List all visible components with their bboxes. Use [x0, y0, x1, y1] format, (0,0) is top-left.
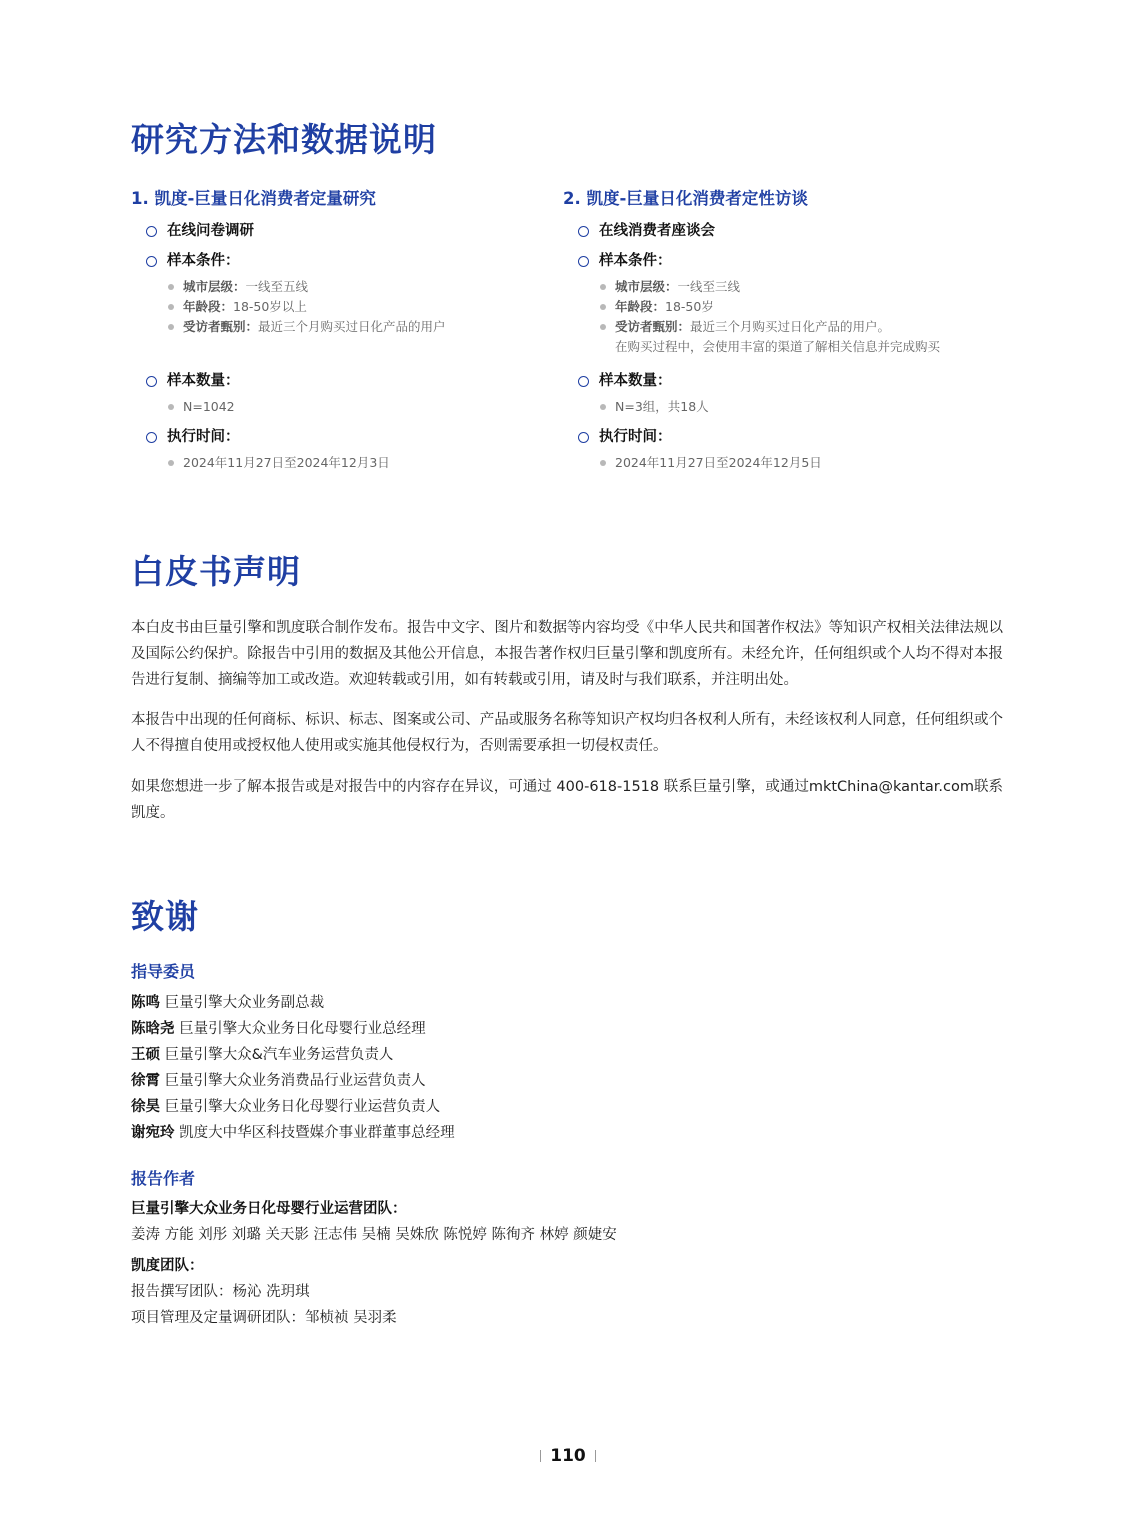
dot-bullet-icon: [168, 404, 174, 410]
condition-item: 年龄段：18-50岁以上: [131, 297, 581, 317]
execution-time-value: 2024年11月27日至2024年12月3日: [131, 453, 581, 473]
method-item: 在线问卷调研: [131, 220, 581, 242]
committee-heading: 指导委员: [131, 962, 196, 981]
team1-label: 巨量引擎大众业务日化母婴行业运营团队：: [131, 1201, 407, 1217]
circle-bullet-icon: [578, 432, 589, 443]
condition-item: 城市层级：一线至三线: [563, 277, 1013, 297]
execution-time-label: 执行时间：: [131, 426, 581, 448]
divider: [595, 1450, 596, 1462]
dot-bullet-icon: [168, 324, 174, 330]
thanks-title: 致谢: [131, 897, 199, 936]
statement-paragraph: 如果您想进一步了解本报告或是对报告中的内容存在异议，可通过 400-618-1518 联系巨量引擎，或通过mktChina@kantar.com联系凯度。: [131, 779, 1003, 821]
team2-line: 项目管理及定量调研团队：邹桢祯 吴羽柔: [131, 1310, 397, 1326]
statement-paragraph: 本报告中出现的任何商标、标识、标志、图案或公司、产品或服务名称等知识产权均归各权利人所有，未经该权利人同意，任何组织或个人不得擅自使用或授权他人使用或实施其他侵权行为，否则需要承担一切侵权责任。: [131, 712, 1003, 754]
team2-line: 报告撰写团队：杨沁 冼玥琪: [131, 1284, 310, 1300]
dot-bullet-icon: [168, 304, 174, 310]
quant-study-column: [131, 186, 581, 473]
sample-size-value: N=3组，共18人: [563, 397, 1013, 417]
committee-member: 徐昊 巨量引擎大众业务日化母婴行业运营负责人: [131, 1099, 441, 1115]
circle-bullet-icon: [146, 256, 157, 267]
circle-bullet-icon: [146, 376, 157, 387]
circle-bullet-icon: [578, 226, 589, 237]
quant-study-heading: 1. 凯度-巨量日化消费者定量研究: [131, 189, 376, 208]
committee-member: 徐霄 巨量引擎大众业务消费品行业运营负责人: [131, 1073, 426, 1089]
condition-item: 受访者甄别：最近三个月购买过日化产品的用户。: [563, 317, 1013, 337]
dot-bullet-icon: [600, 284, 606, 290]
dot-bullet-icon: [600, 404, 606, 410]
committee-member: 王硕 巨量引擎大众&汽车业务运营负责人: [131, 1047, 394, 1063]
statement-title: 白皮书声明: [131, 552, 301, 591]
dot-bullet-icon: [600, 460, 606, 466]
dot-bullet-icon: [600, 324, 606, 330]
dot-bullet-icon: [168, 284, 174, 290]
circle-bullet-icon: [146, 226, 157, 237]
divider: [540, 1450, 541, 1462]
condition-item: 城市层级：一线至五线: [131, 277, 581, 297]
sample-size-label: 样本数量：: [131, 370, 581, 392]
authors-heading: 报告作者: [131, 1169, 196, 1188]
circle-bullet-icon: [578, 256, 589, 267]
execution-time-label: 执行时间：: [563, 426, 1013, 448]
qual-study-column: [563, 186, 1013, 473]
condition-item: 年龄段：18-50岁: [563, 297, 1013, 317]
team2-label: 凯度团队：: [131, 1258, 204, 1274]
execution-time-value: 2024年11月27日至2024年12月5日: [563, 453, 1013, 473]
method-item: 在线消费者座谈会: [563, 220, 1013, 242]
committee-member: 陈晗尧 巨量引擎大众业务日化母婴行业总经理: [131, 1021, 426, 1037]
dot-bullet-icon: [168, 460, 174, 466]
page-number: 110: [538, 1443, 598, 1469]
condition-extra: 在购买过程中，会使用丰富的渠道了解相关信息并完成购买: [615, 339, 941, 354]
conditions-label: 样本条件：: [563, 250, 1013, 272]
circle-bullet-icon: [146, 432, 157, 443]
sample-size-value: N=1042: [131, 397, 581, 417]
committee-member: 陈鸣 巨量引擎大众业务副总裁: [131, 995, 325, 1011]
method-title: 研究方法和数据说明: [131, 120, 437, 159]
statement-paragraph: 本白皮书由巨量引擎和凯度联合制作发布。报告中文字、图片和数据等内容均受《中华人民共和国著作权法》等知识产权相关法律法规以及国际公约保护。除报告中引用的数据及其他公开信息，本报告著作权归巨量引擎和凯度所有。未经允许，任何组织或个人均不得对本报告进行复制、摘编等加工或改造。欢迎转载或引用，如有转载或引用，请及时与我们联系，并注明出处。: [131, 620, 1003, 688]
team1-members: 姜涛 方能 刘彤 刘璐 关天影 汪志伟 吴楠 吴姝欣 陈悦婷 陈徇齐 林婷 颜婕安: [131, 1227, 617, 1243]
committee-member: 谢宛玲 凯度大中华区科技暨媒介事业群董事总经理: [131, 1125, 455, 1141]
dot-bullet-icon: [600, 304, 606, 310]
conditions-label: 样本条件：: [131, 250, 581, 272]
sample-size-label: 样本数量：: [563, 370, 1013, 392]
qual-study-heading: 2. 凯度-巨量日化消费者定性访谈: [563, 189, 808, 208]
circle-bullet-icon: [578, 376, 589, 387]
condition-item: 受访者甄别：最近三个月购买过日化产品的用户: [131, 317, 581, 337]
